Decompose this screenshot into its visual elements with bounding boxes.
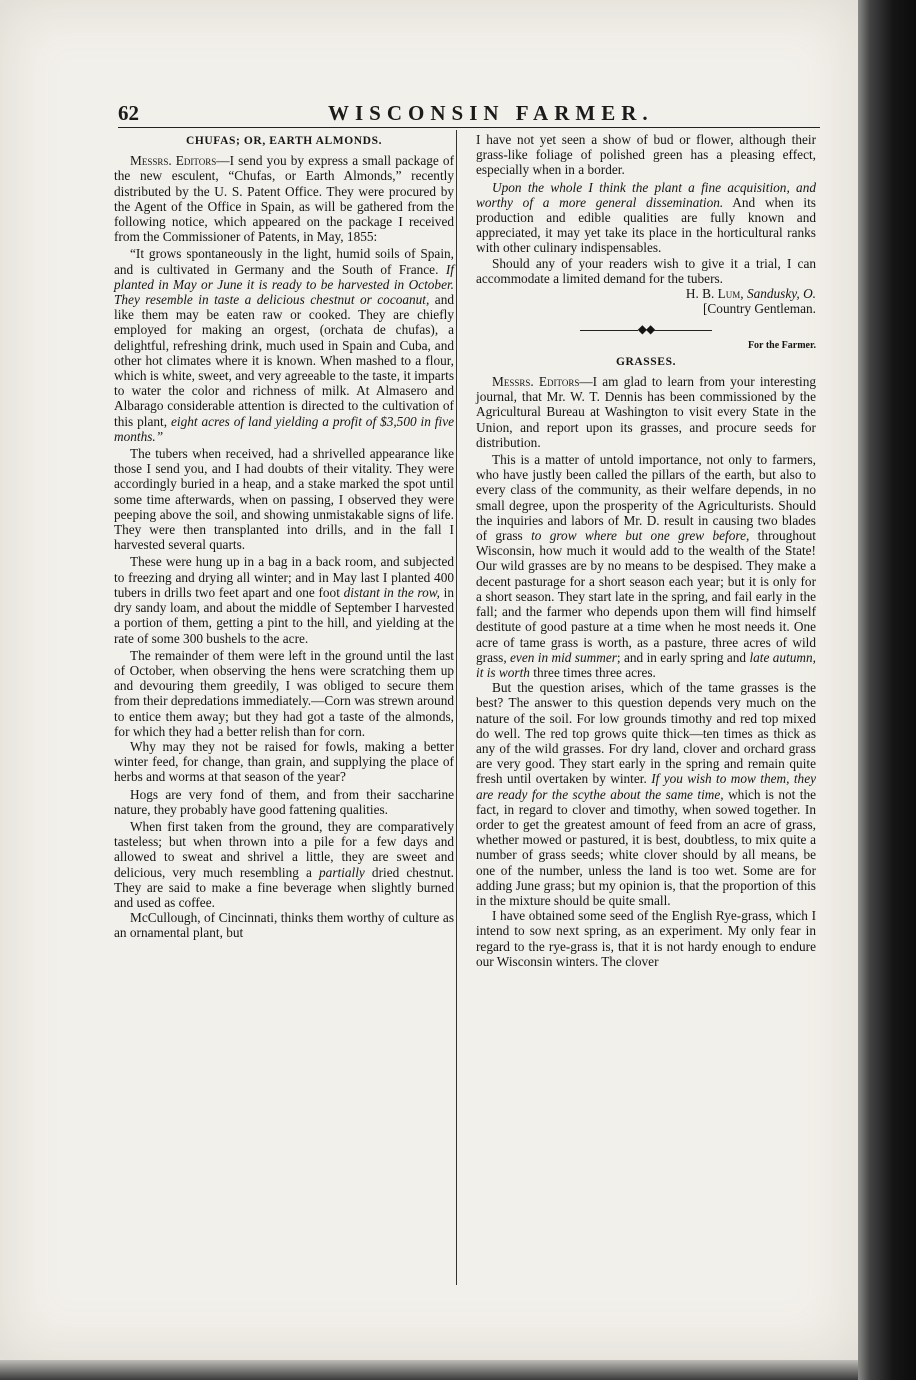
paragraph-text-italic: late autumn, it is worth [476, 649, 816, 680]
quoted-notice [114, 246, 454, 444]
paragraph: The remainder of them were left in the ground until the last of October, when observing the hens were scratching them up and devouring them greedily, I was obliged to secure them from their depredations immediately.—Corn was strewn around to entice them away; but they had got a taste of the almonds, for which they had a better relish than for corn. [114, 647, 454, 739]
column-divider [456, 130, 457, 1285]
paragraph [476, 180, 816, 256]
article-title-chufas: CHUFAS; OR, EARTH ALMONDS. [185, 135, 383, 147]
paragraph-text: “It grows spontaneously in the light, humid soils of Spain, and is cultivated in Germany and the South of France. [114, 246, 454, 277]
paragraph-text: three times three acres. [529, 664, 656, 680]
paragraph-text: But the question arises, which of the tame grasses is the best? The answer to this question depends very much on the nature of the soil. For low grounds timothy and red top mixed do well. The red top grows quite thick—ten times as thick as any of the wild grasses. For dry land, clover and orchard grass are very good. They start early in the spring and remain quite fresh until overtaken by winter. [476, 680, 816, 787]
salutation: Messrs. Editors [492, 374, 580, 390]
paragraph-text: —I send you by express a small package of the new esculent, “Chufas, or Earth Almonds,” recently distributed by the U. S. Patent Office. They were procured by the Agent of the Office in Spain, as will be gathered from the following notice, which appeared on the package I received from the Commissioner of Patents, in May, 1855: [114, 153, 455, 245]
signature-place: Sandusky, O. [746, 286, 816, 302]
paragraph [114, 554, 454, 645]
paragraph [476, 452, 816, 680]
paragraph-text-italic: even in mid summer [510, 649, 617, 665]
paragraph-text-italic: If planted in May or June it is ready to be harvested in October. They resemble in taste a delicious chestnut or cocoanut, [114, 261, 454, 308]
paragraph-text-italic: Upon the whole I think the plant a fine acquisition, and worthy of a more general dissemination. [476, 179, 816, 210]
paragraph-text-italic: eight acres of land yielding a profit of $3,500 in five months.” [114, 413, 454, 444]
paragraph: McCullough, of Cincinnati, thinks them worthy of culture as an ornamental plant, but [114, 910, 454, 941]
right-column [476, 132, 816, 969]
paragraph-text: These were hung up in a bag in a back room, and subjected to freezing and drying all winter; and in May last I planted 400 tubers in drills two feet apart and one foot [114, 554, 454, 600]
signature-name: H. B. Lum, [685, 286, 747, 302]
paragraph: Should any of your readers wish to give it a trial, I can accommodate a limited demand for the tubers. [476, 255, 816, 286]
source-credit: [Country Gentleman. [703, 301, 816, 317]
paragraph [114, 153, 454, 244]
signature [476, 286, 816, 301]
for-the-farmer-note: For the Farmer. [747, 339, 816, 351]
paragraph-text: ; and in early spring and [616, 649, 750, 665]
article-title-grasses: GRASSES. [615, 355, 677, 368]
header-rule [118, 127, 820, 128]
masthead-title: WISCONSIN FARMER. [328, 101, 654, 125]
section-ornament: ◆◆ [476, 322, 816, 337]
paragraph: I have not yet seen a show of bud or flower, although their grass-like foliage of polished green has a pleasing effect, especially when in a border. [476, 132, 816, 178]
page-bottom-edge [0, 1360, 858, 1380]
paragraph [476, 680, 816, 908]
paragraph-text-italic: partially [319, 864, 365, 880]
paragraph-text-italic: distant in the row, [343, 584, 440, 600]
page-number: 62 [118, 101, 139, 125]
left-column [114, 132, 454, 941]
paragraph-text: —I am glad to learn from your interesting journal, that Mr. W. T. Dennis has been commissioned by the Agricultural Bureau at Washington to visit every State in the Union, and report upon its grasses, and procure seeds for distribution. [476, 374, 816, 450]
paragraph [114, 819, 454, 910]
page-edge-shadow [858, 0, 916, 1380]
salutation: Messrs. Editors [130, 153, 217, 169]
paragraph-text: This is a matter of untold importance, not only to farmers, who have justly been called the pillars of the earth, but also to every class of the community, as their welfare depends, in no small degree, upon the prosperity of the Agriculturists. Should the inquiries and labors of Mr. D. result in causing two blades of grass [476, 452, 816, 544]
paragraph: Hogs are very fond of them, and from their saccharine nature, they probably have good fattening qualities. [114, 786, 454, 817]
paragraph-text: in dry sandy loam, and about the middle of September I harvested a portion of them, getting a pint to the hill, and yielding at the rate of some 300 bushels to the acre. [114, 584, 454, 646]
paragraph-text: dried chestnut. They are said to make a fine beverage when slightly burned and used as coffee. [114, 864, 454, 910]
paragraph-text: which is not the fact, in regard to clover and timothy, when sowed together. In order to get the greatest amount of feed from an acre of grass, whether mowed or pastured, it is best, doubtless, to mix quite a number of grass seeds; white clover should by all means, be one of the number, unless the land is too wet. Some are for adding June grass; but my opinion is, that the proportion of this in the mixture should be quite small. [476, 786, 816, 908]
paragraph: Why may they not be raised for fowls, making a better winter feed, for change, than grain, and supplying the place of herbs and worms at that season of the year? [114, 738, 454, 785]
paragraph-text: When first taken from the ground, they are comparatively tasteless; but when thrown into a pile for a few days and allowed to sweat and shrivel a little, they are sweet and delicious, very much resembling a [114, 818, 454, 880]
paragraph-text: and like them may be eaten raw or cooked. They are chiefly employed for making an orgest, (orchata de chufas), a delightful, refreshing drink, much used in Spain and Cuba, and other hot climates where it is known. When mashed to a flour, which is white, sweet, and very agreeable to the taste, it imparts to water the color and richness of milk. At Almasero and Albarago considerable attention is directed to the cultivation of this plant, [114, 292, 454, 429]
paragraph: I have obtained some seed of the English Rye-grass, which I intend to sow next spring, as an experiment. My only fear in regard to the rye-grass is, that it is not hardy enough to endure our Wisconsin winters. The clover [476, 908, 816, 969]
paragraph-text-italic: If you wish to mow them, they are ready for the scythe about the same time, [476, 771, 816, 802]
paragraph-text: throughout Wisconsin, how much it would add to the wealth of the State! Our wild grasses are by no means to be despised. They make a decent pasturage for a short season each year; but it is only for a short season. They start late in the spring, and fail early in the fall; and the farmer who depends upon them will find himself destitute of good pasture at a time when he most needs it. One acre of tame grass is worth, as a pasture, three acres of wild grass, [476, 528, 816, 665]
paragraph [476, 374, 816, 450]
paragraph-text: And when its production and edible qualities are fully known and appreciated, it may yet take its place in the horticultural ranks with other culinary indispensables. [476, 194, 816, 256]
paragraph: The tubers when received, had a shrivelled appearance like those I send you, and I had doubts of their vitality. They were accordingly buried in a heap, and a stake marked the spot until some time afterwards, when on passing, I observed they were peeping above the soil, and showing unmistakable signs of life. They were then transplanted into drills, and in the fall I harvested several quarts. [114, 446, 454, 553]
paragraph-text-italic: to grow where but one grew before, [531, 528, 750, 544]
